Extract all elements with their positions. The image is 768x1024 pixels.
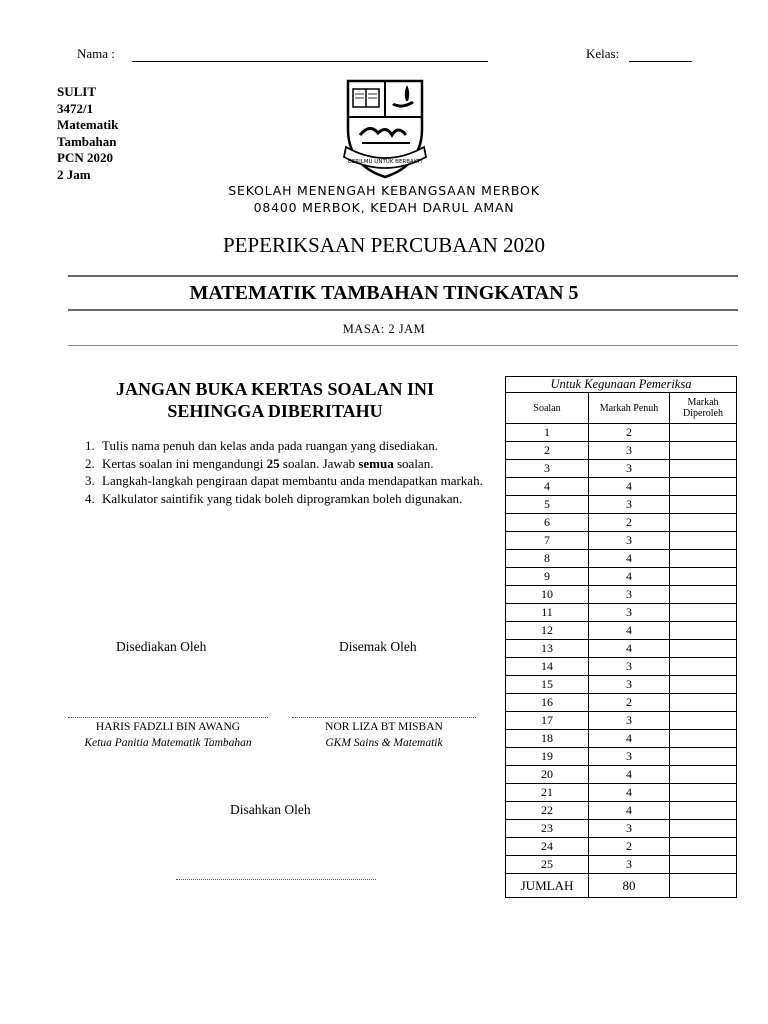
table-row [506, 766, 737, 784]
checked-by-title: GKM Sains & Matematik [325, 737, 443, 749]
full-marks: 4 [589, 550, 670, 568]
school-crest-icon [340, 77, 430, 181]
full-marks: 3 [589, 748, 670, 766]
table-row [506, 694, 737, 712]
paper-duration: 2 Jam [57, 166, 91, 182]
table-row [506, 460, 737, 478]
full-marks: 3 [589, 460, 670, 478]
full-marks: 2 [589, 694, 670, 712]
table-row [506, 532, 737, 550]
instructions-list [60, 438, 538, 508]
table-row [506, 730, 737, 748]
obtained-marks-cell[interactable] [670, 514, 737, 532]
question-number: 1 [506, 424, 589, 442]
full-marks: 4 [589, 622, 670, 640]
exam-title: PEPERIKSAAN PERCUBAAN 2020 [222, 233, 546, 257]
paper-series: PCN 2020 [57, 150, 113, 165]
question-number: 6 [506, 514, 589, 532]
paper-code-block [57, 84, 118, 183]
col-header-markah-penuh: Markah Penuh [589, 393, 670, 424]
table-row [506, 424, 737, 442]
full-marks: 3 [589, 586, 670, 604]
table-row [506, 640, 737, 658]
warning-line-2: SEHINGGA DIBERITAHU [167, 401, 383, 421]
table-row [506, 604, 737, 622]
approved-signature-line [176, 879, 376, 880]
obtained-marks-cell[interactable] [670, 748, 737, 766]
obtained-marks-cell[interactable] [670, 460, 737, 478]
full-marks: 3 [589, 712, 670, 730]
divider-bottom [68, 345, 738, 346]
question-number: 17 [506, 712, 589, 730]
question-number: 13 [506, 640, 589, 658]
table-row [506, 550, 737, 568]
table-row [506, 478, 737, 496]
question-number: 5 [506, 496, 589, 514]
obtained-marks-cell[interactable] [670, 730, 737, 748]
full-marks: 4 [589, 802, 670, 820]
school-address: 08400 MERBOK, KEDAH DARUL AMAN [253, 200, 515, 215]
full-marks: 3 [589, 676, 670, 694]
full-marks: 3 [589, 442, 670, 460]
full-marks: 3 [589, 604, 670, 622]
question-number: 16 [506, 694, 589, 712]
school-name: SEKOLAH MENENGAH KEBANGSAAN MERBOK [228, 183, 540, 198]
table-row [506, 802, 737, 820]
obtained-marks-cell[interactable] [670, 766, 737, 784]
instruction-item: 2. Kertas soalan ini mengandungi 25 soalan. Jawab semua soalan. [98, 456, 538, 472]
table-row [506, 838, 737, 856]
full-marks: 4 [589, 730, 670, 748]
obtained-marks-cell[interactable] [670, 568, 737, 586]
paper-subject-1: Matematik [57, 117, 119, 132]
kelas-label: Kelas: [586, 46, 620, 61]
table-row [506, 514, 737, 532]
question-number: 10 [506, 586, 589, 604]
obtained-marks-cell[interactable] [670, 604, 737, 622]
full-marks: 3 [589, 856, 670, 874]
nama-field[interactable] [132, 61, 488, 62]
obtained-marks-cell[interactable] [670, 442, 737, 460]
question-number: 12 [506, 622, 589, 640]
instruction-item: 3. Langkah-langkah pengiraan dapat membantu anda mendapatkan markah. [98, 473, 538, 489]
question-number: 24 [506, 838, 589, 856]
question-number: 2 [506, 442, 589, 460]
total-value: 80 [589, 874, 670, 898]
question-number: 25 [506, 856, 589, 874]
table-row [506, 712, 737, 730]
question-number: 4 [506, 478, 589, 496]
approved-by-label: Disahkan Oleh [230, 802, 311, 817]
full-marks: 3 [589, 532, 670, 550]
kelas-field[interactable] [629, 61, 692, 62]
obtained-marks-cell[interactable] [670, 424, 737, 442]
question-number: 23 [506, 820, 589, 838]
table-row [506, 442, 737, 460]
obtained-marks-cell[interactable] [670, 532, 737, 550]
full-marks: 4 [589, 478, 670, 496]
obtained-marks-cell[interactable] [670, 640, 737, 658]
obtained-marks-cell[interactable] [670, 676, 737, 694]
question-number: 7 [506, 532, 589, 550]
table-row [506, 658, 737, 676]
prepared-by-title: Ketua Panitia Matematik Tambahan [84, 737, 252, 749]
instruction-item: 1. Tulis nama penuh dan kelas anda pada ruangan yang disediakan. [98, 438, 538, 454]
question-number: 11 [506, 604, 589, 622]
full-marks: 4 [589, 640, 670, 658]
obtained-marks-cell[interactable] [670, 586, 737, 604]
obtained-marks-cell[interactable] [670, 622, 737, 640]
question-number: 21 [506, 784, 589, 802]
total-label: JUMLAH [506, 874, 589, 898]
full-marks: 3 [589, 658, 670, 676]
obtained-marks-cell[interactable] [670, 658, 737, 676]
obtained-marks-cell[interactable] [670, 784, 737, 802]
obtained-marks-cell[interactable] [670, 802, 737, 820]
table-row [506, 748, 737, 766]
table-row [506, 856, 737, 874]
nama-label: Nama : [77, 46, 115, 61]
table-row [506, 622, 737, 640]
paper-subject-2: Tambahan [57, 133, 117, 149]
instruction-item: 4. Kalkulator saintifik yang tidak boleh diprogramkan boleh digunakan. [98, 491, 538, 507]
obtained-marks-cell[interactable] [670, 694, 737, 712]
full-marks: 3 [589, 820, 670, 838]
table-row [506, 496, 737, 514]
prepared-by-name: HARIS FADZLI BIN AWANG [95, 721, 241, 733]
total-row [506, 874, 737, 898]
exam-duration: MASA: 2 JAM [342, 322, 426, 336]
logo-motto: BERILMU UNTUK BERBAKTI [348, 159, 422, 165]
warning-line-1: JANGAN BUKA KERTAS SOALAN INI [115, 379, 435, 399]
divider-top [68, 275, 738, 277]
question-number: 22 [506, 802, 589, 820]
table-body [506, 424, 737, 874]
full-marks: 2 [589, 838, 670, 856]
col-header-soalan: Soalan [506, 393, 589, 424]
full-marks: 2 [589, 424, 670, 442]
table-row [506, 784, 737, 802]
question-number: 3 [506, 460, 589, 478]
full-marks: 4 [589, 766, 670, 784]
obtained-marks-cell[interactable] [670, 856, 737, 874]
question-number: 18 [506, 730, 589, 748]
exam-subject: MATEMATIK TAMBAHAN TINGKATAN 5 [189, 282, 579, 304]
paper-code: 3472/1 [57, 100, 94, 116]
obtained-marks-cell[interactable] [670, 550, 737, 568]
question-number: 9 [506, 568, 589, 586]
divider-middle [68, 309, 738, 311]
obtained-marks-cell[interactable] [670, 820, 737, 838]
prepared-by-label: Disediakan Oleh [116, 639, 207, 654]
question-number: 19 [506, 748, 589, 766]
checked-by-label: Disemak Oleh [339, 639, 417, 654]
checked-by-name: NOR LIZA BT MISBAN [325, 721, 443, 733]
obtained-marks-cell[interactable] [670, 496, 737, 514]
checked-signature-line [292, 717, 476, 718]
table-row [506, 568, 737, 586]
total-obtained-cell[interactable] [670, 874, 737, 898]
col-header-markah-diperoleh: Markah Diperoleh [670, 393, 737, 424]
obtained-marks-cell[interactable] [670, 478, 737, 496]
table-caption: Untuk Kegunaan Pemeriksa [506, 377, 737, 393]
obtained-marks-cell[interactable] [670, 838, 737, 856]
table-row [506, 820, 737, 838]
table-row [506, 676, 737, 694]
table-row [506, 586, 737, 604]
prepared-signature-line [68, 717, 268, 718]
full-marks: 4 [589, 784, 670, 802]
full-marks: 2 [589, 514, 670, 532]
question-number: 20 [506, 766, 589, 784]
question-number: 15 [506, 676, 589, 694]
examiner-marks-table [505, 376, 737, 898]
full-marks: 4 [589, 568, 670, 586]
question-number: 14 [506, 658, 589, 676]
paper-sulit: SULIT [57, 84, 97, 99]
question-number: 8 [506, 550, 589, 568]
obtained-marks-cell[interactable] [670, 712, 737, 730]
full-marks: 3 [589, 496, 670, 514]
